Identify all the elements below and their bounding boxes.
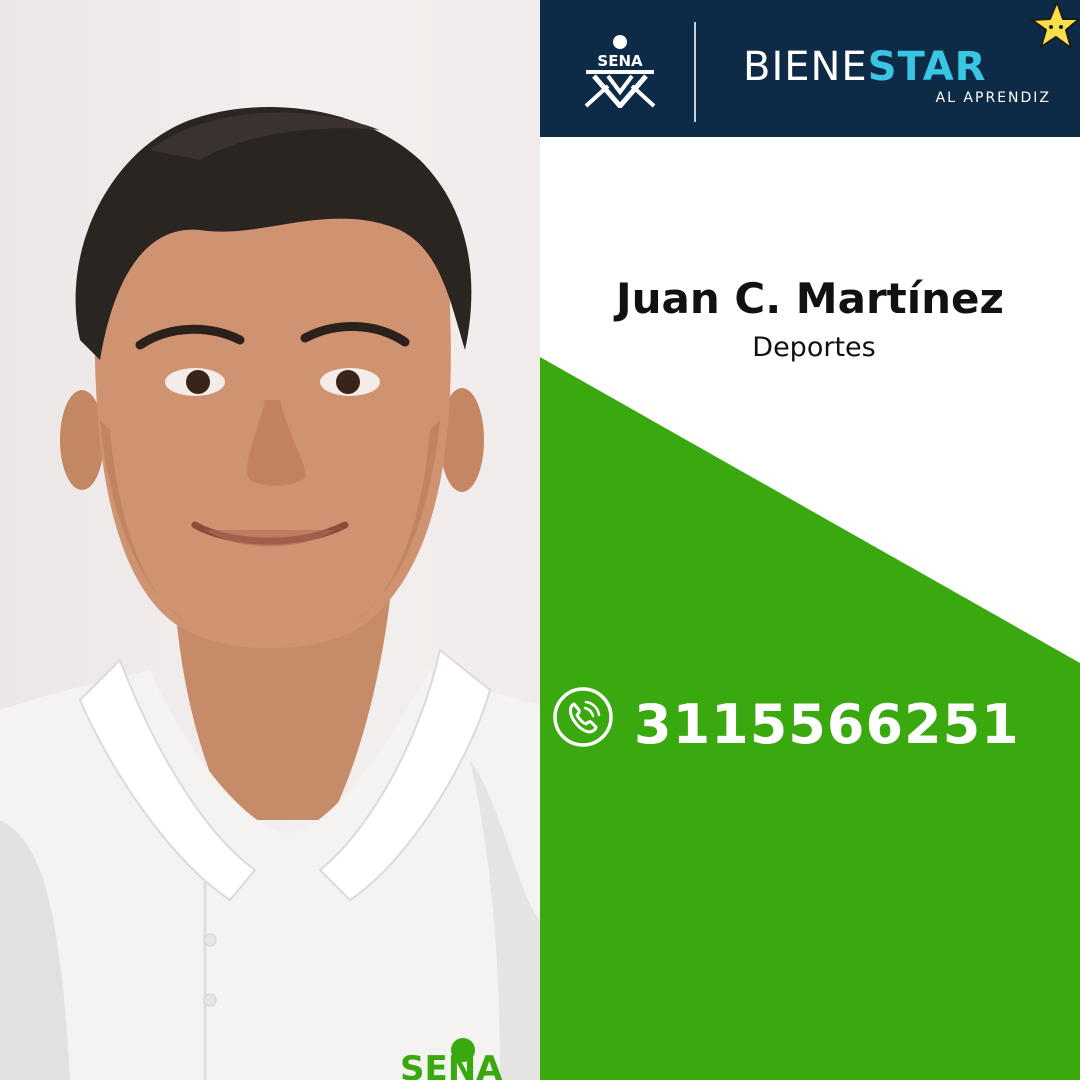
header-divider <box>694 22 696 122</box>
brand-part2: STAR <box>867 44 987 90</box>
svg-text:SENA: SENA <box>400 1049 503 1080</box>
sena-logo-icon <box>578 34 662 108</box>
person-role: Deportes <box>752 332 876 363</box>
brand-tagline: AL APRENDIZ <box>935 90 1051 106</box>
person-name: Juan C. Martínez <box>616 274 1004 323</box>
phone-number[interactable]: 3115566251 <box>634 693 1020 756</box>
phone-call-icon[interactable] <box>552 686 614 748</box>
brand-logo <box>743 44 1051 104</box>
svg-text:SENA: SENA <box>597 52 643 70</box>
header-banner <box>540 0 1080 137</box>
star-icon <box>1030 0 1080 56</box>
brand-title <box>743 44 1051 90</box>
info-panel <box>540 0 1080 1080</box>
brand-part1: BIENE <box>743 44 868 90</box>
green-diagonal-shape <box>540 0 1080 1080</box>
